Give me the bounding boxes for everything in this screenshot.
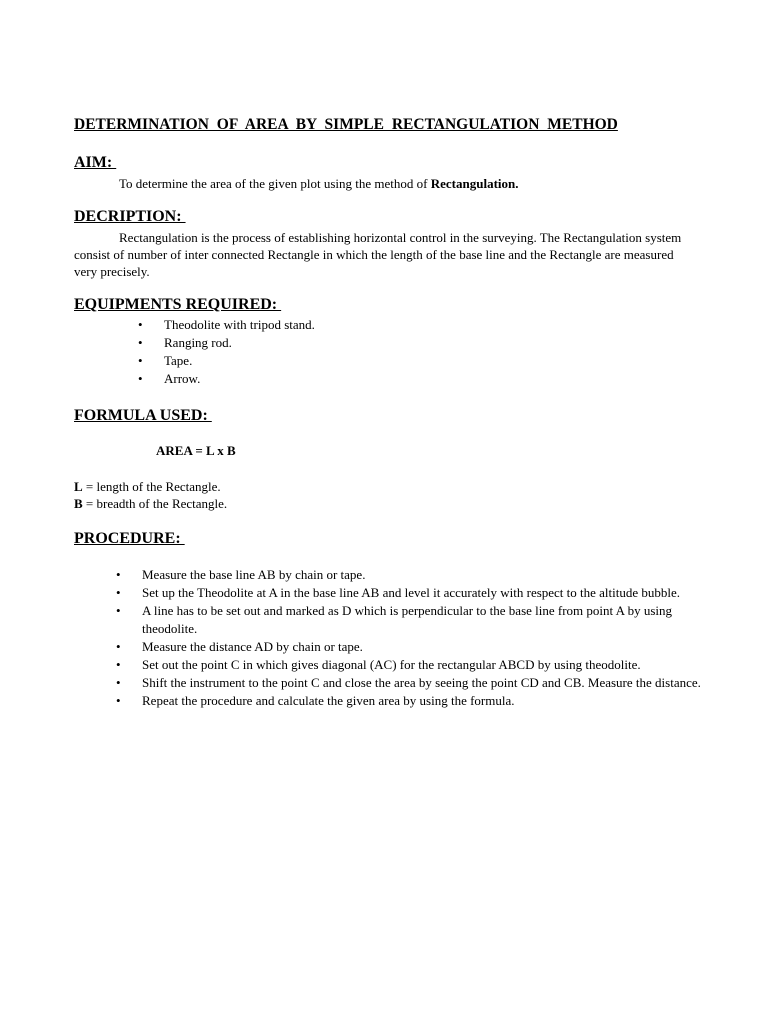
equipments-list [164, 316, 315, 388]
description-text: Rectangulation is the process of establishing horizontal control in the surveying. The Rectangulation system consist of number of inter connected Rectangle in which the length of the base line and the Rectangle are measured very precisely. [74, 230, 682, 279]
list-item: • Set out the point C in which gives diagonal (AC) for the rectangular ABCD by using theodolite. [142, 656, 717, 674]
procedure-heading: PROCEDURE: [74, 530, 185, 547]
definition-text: = length of the Rectangle. [82, 479, 221, 494]
aim-text-plain: To determine the area of the given plot using the method of [119, 176, 431, 191]
list-item: • Tape. [164, 352, 315, 370]
list-item: • Arrow. [164, 370, 315, 388]
description-heading: DECRIPTION: [74, 208, 186, 225]
aim-text [119, 175, 739, 192]
list-item: • A line has to be set out and marked as D which is perpendicular to the base line from point A by using theodolite. [142, 602, 717, 638]
definition-text: = breadth of the Rectangle. [82, 496, 228, 511]
list-item: • Set up the Theodolite at A in the base line AB and level it accurately with respect to the altitude bubble. [142, 584, 717, 602]
formula-definition-l [74, 478, 221, 495]
list-item: • Shift the instrument to the point C and close the area by seeing the point CD and CB. Measure the distance. [142, 674, 717, 692]
list-item: • Repeat the procedure and calculate the given area by using the formula. [142, 692, 717, 710]
list-item: • Measure the base line AB by chain or tape. [142, 566, 717, 584]
formula-expression: AREA = L x B [156, 443, 236, 458]
list-item: • Ranging rod. [164, 334, 315, 352]
formula-heading: FORMULA USED: [74, 407, 212, 424]
formula-definition-b [74, 495, 227, 512]
list-item: • Measure the distance AD by chain or tape. [142, 638, 717, 656]
procedure-list [142, 566, 717, 710]
definition-symbol: L [74, 479, 83, 494]
aim-text-bold: Rectangulation. [430, 176, 519, 191]
list-item: • Theodolite with tripod stand. [164, 316, 315, 334]
definition-symbol: B [74, 496, 83, 511]
aim-heading: AIM: [74, 154, 117, 171]
equipments-heading: EQUIPMENTS REQUIRED: [74, 296, 282, 313]
document-title: DETERMINATION OF AREA BY SIMPLE RECTANGULATION METHOD [74, 116, 618, 133]
